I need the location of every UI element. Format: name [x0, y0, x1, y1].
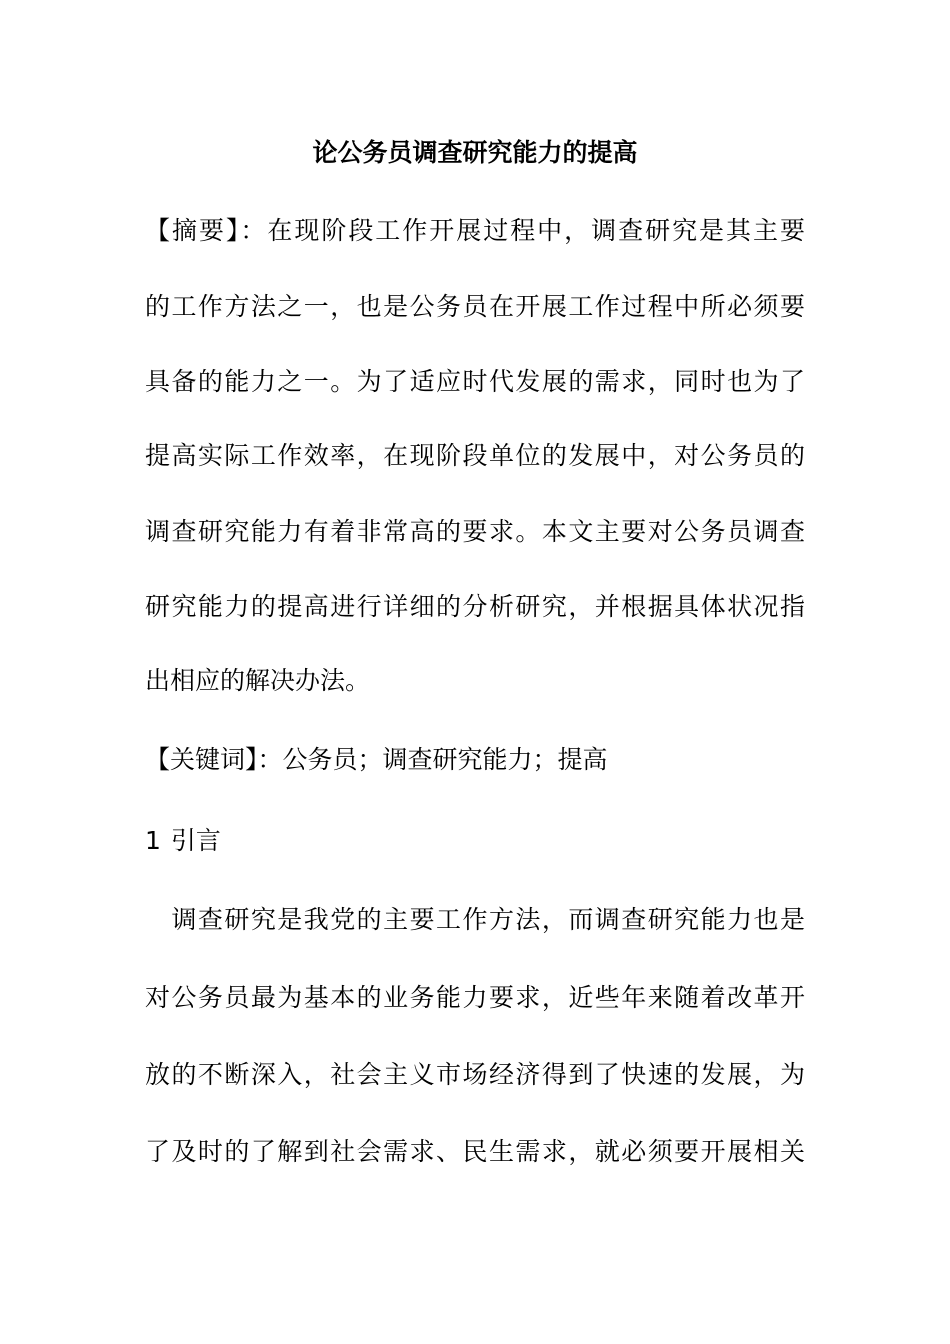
abstract-line: 的工作方法之一，也是公务员在开展工作过程中所必须要: [145, 292, 805, 321]
section-heading: [145, 821, 805, 861]
body-line: 放的不断深入，社会主义市场经济得到了快速的发展，为: [145, 1060, 805, 1089]
keywords-line: 【关键词】：公务员；调查研究能力；提高: [145, 745, 608, 774]
document-title: 论公务员调查研究能力的提高: [312, 138, 638, 167]
abstract-line: 调查研究能力有着非常高的要求。本文主要对公务员调查: [145, 517, 805, 546]
section-number: 1: [145, 826, 161, 855]
body-line: 了及时的了解到社会需求、民生需求，就必须要开展相关: [145, 1137, 805, 1166]
abstract-line: 具备的能力之一。为了适应时代发展的需求，同时也为了: [145, 367, 805, 396]
abstract-line: 出相应的解决办法。: [145, 666, 371, 695]
body-line: 对公务员最为基本的业务能力要求，近些年来随着改革开: [145, 983, 805, 1012]
abstract-line: 提高实际工作效率，在现阶段单位的发展中，对公务员的: [145, 441, 805, 470]
section-title: 引言: [170, 826, 221, 855]
abstract-line: 研究能力的提高进行详细的分析研究，并根据具体状况指: [145, 592, 805, 621]
body-line: 调查研究是我党的主要工作方法，而调查研究能力也是: [145, 905, 805, 934]
abstract-line: 【摘要】：在现阶段工作开展过程中，调查研究是其主要: [145, 216, 805, 245]
